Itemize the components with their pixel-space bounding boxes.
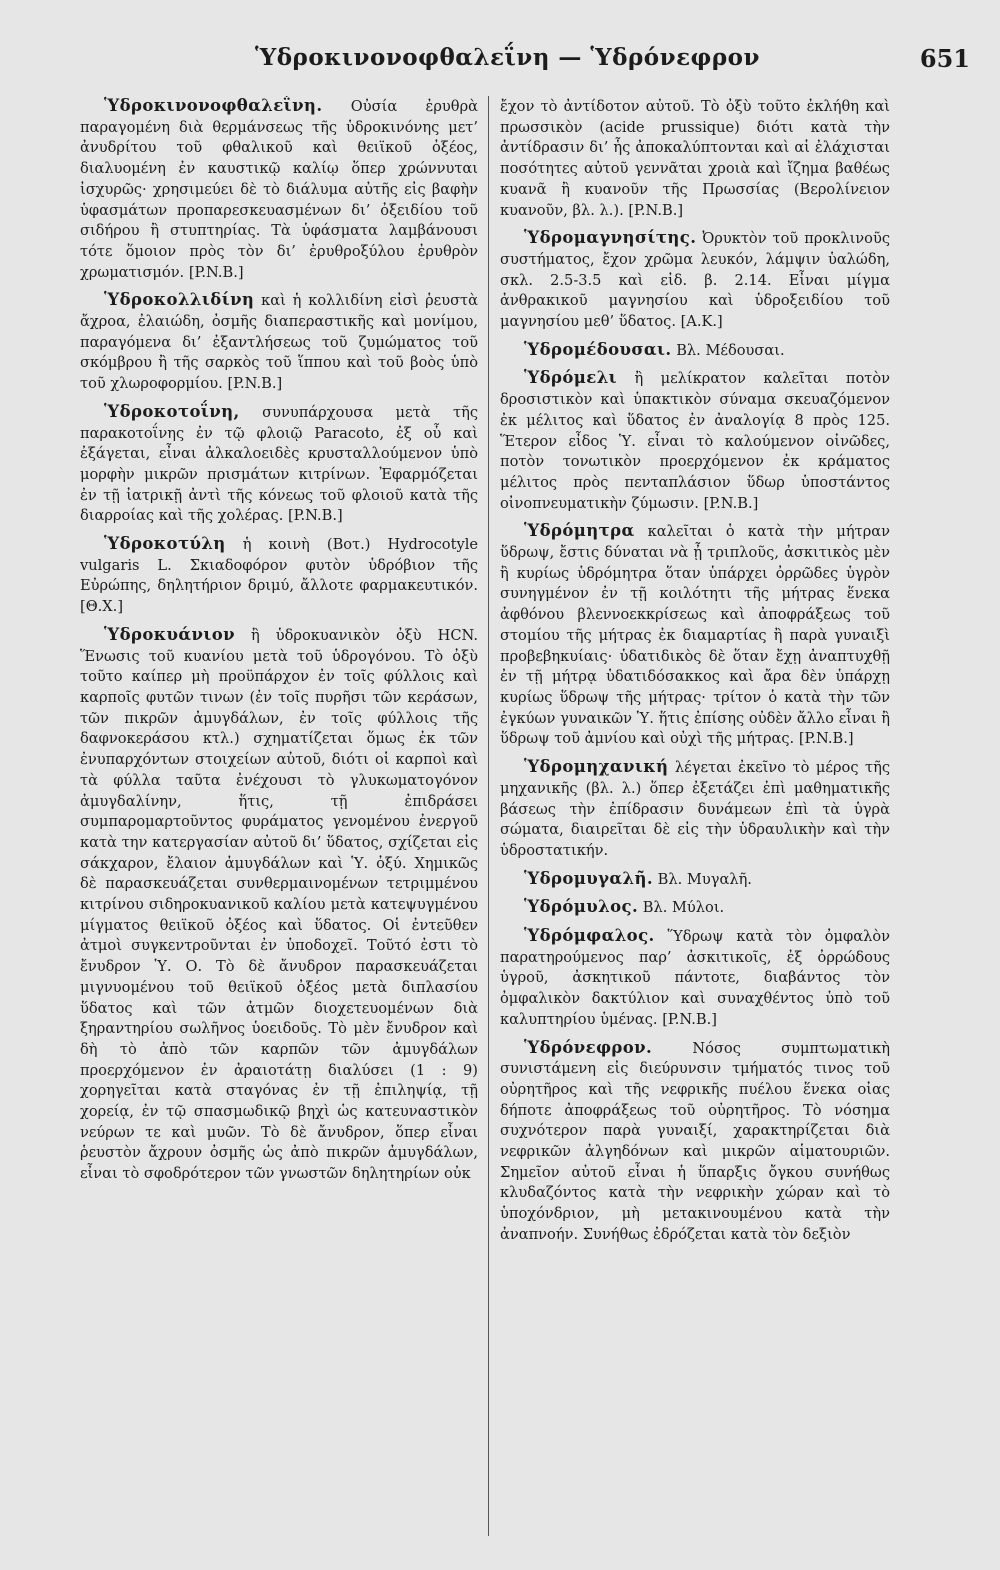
- running-head: [80, 44, 970, 78]
- entry-text: ἢ ὑδροκυανικὸν ὀξὺ HCN. Ἕνωσις τοῦ κυανίου μετὰ τοῦ ὑδρογόνου. Τὸ ὀξὺ τοῦτο καίπερ μὴ προϋπάρχον ἐν τοῖς φύλλοις καὶ καρποῖς φυτῶν τινων (ἐν τοῖς πυρῆσι τῶν κεράσων, τῶν πικρῶν ἀμυγδάλων, ἐν τοῖς φύλλοις τῆς δαφνοκεράσου κτλ.) σχηματίζεται ὅμως ἐκ τῶν ἐνυπαρχόντων στοιχείων αὐτοῦ, διότι οἱ καρποὶ καὶ τὰ φύλλα ταῦτα ἐνέχουσι τὸ γλυκωματογόνον ἀμυγδαλίνην, ἥτις, τῇ ἐπιδράσει συμπαρομαρτοῦντος φυράματος γενομένου ἐνεργοῦ κατὰ την κατεργασίαν αὐτοῦ δι’ ὕδατος, σχίζεται εἰς σάκχαρον, ἔλαιον ἀμυγδάλων καὶ Ὑ. ὀξύ. Χημικῶς δὲ παρασκευάζεται συνθερμαινομένων τετριμμένου κιτρίνου σιδηροκυανικοῦ καλίου μετὰ κατεψυγμένου μίγματος θειϊκοῦ ὀξέος καὶ ὕδατος. Οἱ ἐντεῦθεν ἀτμοὶ συγκεντροῦνται ἐν ὑποδοχεῖ. Τοῦτό ἐστι τὸ ἔνυδρον Ὑ. Ο. Τὸ δὲ ἄνυδρον παρασκευάζεται μιγνυομένου τοῦ θειϊκοῦ ὀξέος μετὰ διπλασίου ὕδατος καὶ τῶν ἀτμῶν διοχετευομένων διὰ ξηραντηρίου σωλῆνος ὑοειδοῦς. Τὸ μὲν ἔνυδρον καὶ δὴ τὸ ἀπὸ τῶν καρπῶν τῶν ἀμυγδάλων προερχόμενον ἐν ἀραιοτάτῃ διαλύσει (1 : 9) χορηγεῖται κατὰ σταγόνας ἐν τῇ ἐπιληψίᾳ, τῇ χορείᾳ, ἐν τῷ σπασμωδικῷ βηχὶ ὡς κατευναστικὸν νεύρων τε καὶ μυῶν. Τὸ δὲ ἄνυδρον, ὅπερ εἶναι ῥευστὸν ἄχρουν ὀσμῆς ὡς ἀπὸ πικρῶν ἀμυγδάλων, εἶναι τὸ σφοδρότερον τῶν γνωστῶν δηλητηρίων οὐκ: [80, 626, 478, 1183]
- entry-headword: Ὑδρομαγνησίτης.: [524, 228, 697, 248]
- entry-hydrocyanic-acid: [80, 625, 478, 1185]
- entry-watermill: [500, 897, 890, 919]
- entry-hydrocotoin: [80, 402, 478, 527]
- entry-text: λέγεται ἐκεῖνο τὸ μέρος τῆς μηχανικῆς (βλ. λ.) ὅπερ ἐξετάζει ἐπὶ μαθηματικῆς βάσεως τὴν ἐπίδρασιν δυνάμεων ἐπὶ τὰ ὑγρὰ σώματα, διαιρεῖται δὲ εἰς τὴν ὑδραυλικὴν καὶ τὴν ὑδροστατικήν.: [500, 759, 890, 859]
- entry-hydromechanics: [500, 757, 890, 862]
- entry-headword: Ὑδρομέδουσαι.: [524, 339, 672, 359]
- entry-continuation: [500, 96, 890, 221]
- entry-water-shrew: [500, 869, 890, 891]
- entry-text: ἢ μελίκρατον καλεῖται ποτὸν δροσιστικὸν καὶ ὑπακτικὸν σύναμα σκευαζόμενον ἐκ μέλιτος καὶ ὕδατος ἐν ἀναλογίᾳ 8 πρὸς 125. Ἕτερον εἶδος Ὑ. εἶναι τὸ καλούμενον οἰνῶδες, ποτὸν τονωτικὸν προερχόμενον ἐκ κράματος μέλιτος πρὸς πενταπλάσιον ὕδωρ ὑποστάντος οἰνοπνευματικὴν ζύμωσιν. [P.N.B.]: [500, 370, 890, 512]
- entry-headword: Ὑδρόνεφρον.: [524, 1037, 653, 1057]
- page-number: 651: [919, 44, 970, 73]
- entry-headword: Ὑδροκινονοφθαλεΐνη.: [104, 96, 323, 115]
- entry-text: Ὕδρωψ κατὰ τὸν ὀμφαλὸν παρατηρούμενος παρ’ ἀσκιτικοῖς, ἐξ ὀρρώδους ὑγροῦ, ἀσκητικοῦ πάντοτε, διαβάντος τὸν ὀμφαλικὸν δακτύλιον καὶ συναχθέντος ὑπὸ τοῦ καλυπτηρίου ὑμένας. [P.N.B.]: [500, 928, 890, 1028]
- entry-text: ἡ κοινὴ (Βοτ.) Hydrocotyle vulgaris L. Σκιαδοφόρον φυτὸν ὑδρόβιον τῆς Εὐρώπης, δηλητήριον δριμύ, ἄλλοτε φαρμακευτικόν. [Θ.Χ.]: [80, 536, 478, 616]
- running-title: Ὑδροκινονοφθαλεΐνη — Ὑδρόνεφρον: [255, 44, 760, 71]
- entry-hydrocotyle: [80, 534, 478, 618]
- entry-text: Βλ. Μέδουσαι.: [671, 341, 785, 359]
- entry-text: συνυπάρχουσα μετὰ τῆς παρακοτοΐνης ἐν τῷ φλοιῷ Paracoto, ἐξ οὗ καὶ ἐξάγεται, εἶναι ἀλκαλοειδὲς κρυσταλλούμενον ὑπὸ μορφὴν μικρῶν πρισμάτων κιτρίνων. Ἐφαρμόζεται ἐν τῇ ἰατρικῇ ἀντὶ τῆς κόνεως τοῦ φλοιοῦ κατὰ τῆς διαρροίας καὶ τῆς χολέρας. [P.N.B.]: [80, 403, 478, 525]
- entry-text: ἔχον τὸ ἀντίδοτον αὐτοῦ. Τὸ ὀξὺ τοῦτο ἐκλήθη καὶ πρωσσικὸν (acide prussique) διότι κατὰ τὴν ἀντίδρασιν δι’ ἧς ἀποκαλύπτονται καὶ αἱ ἐλάχισται ποσότητες αὐτοῦ γεννᾶται χροιὰ καὶ ἴζημα βαθέως κυανᾶ ἢ κυανοῦν τῆς Πρωσσίας (Βερολίνειον κυανοῦν, βλ. λ.). [P.N.B.]: [500, 98, 890, 219]
- entry-hydroquinone-phthalein: [80, 96, 478, 283]
- entry-headword: Ὑδροκοτοΐνη,: [104, 401, 240, 421]
- entry-text: Ὀρυκτὸν τοῦ προκλινοῦς συστήματος, ἔχον χρῶμα λευκόν, λάμψιν ὑαλώδη, σκλ. 2.5-3.5 καὶ εἰδ. β. 2.14. Εἶναι μίγμα ἀνθρακικοῦ μαγνησίου καὶ ὑδροξειδίου τοῦ μαγνησίου μεθ’ ὕδατος. [A.K.]: [500, 230, 890, 331]
- entry-headword: Ὑδροκολλιδίνη: [104, 290, 255, 310]
- column-divider: [488, 96, 489, 1536]
- left-column: [80, 96, 478, 1536]
- entry-headword: Ὑδρόμητρα: [524, 521, 635, 541]
- right-column: [500, 96, 890, 1536]
- entry-headword: Ὑδρόμφαλος.: [524, 926, 655, 946]
- entry-text: Βλ. Μυγαλῆ.: [653, 870, 752, 888]
- entry-hydromedusae: [500, 340, 890, 362]
- entry-headword: Ὑδρόμυλος.: [524, 897, 639, 917]
- entry-text: Οὐσία ἐρυθρὰ παραγομένη διὰ θερμάνσεως τῆς ὑδροκινόνης μετ’ ἀνυδρίτου τοῦ φθαλικοῦ καὶ θειϊκοῦ ὀξέος, διαλυομένη ἐν καυστικῷ καλίῳ ὅπερ χρώννυται ἰσχυρῶς· χρησιμεύει δὲ τὸ διάλυμα αὐτῆς εἰς βαφὴν ὑφασμάτων προπαρεσκευασμένων δι’ ὀξειδίου τοῦ σιδήρου ἢ στυπτηρίας. Τὰ ὑφάσματα λαμβάνουσι τότε ὅμοιον πρὸς τὸν δι’ ἐρυθροξύλου ἐρυθρὸν χρωματισμόν. [P.N.B.]: [80, 98, 478, 281]
- entry-headword: Ὑδρομυγαλῆ.: [524, 868, 654, 888]
- entry-hydromphalus: [500, 926, 890, 1031]
- entry-headword: Ὑδρόμελι: [524, 368, 618, 388]
- entry-hydromel: [500, 368, 890, 514]
- entry-hydrocollidine: [80, 290, 478, 395]
- entry-text: καὶ ἡ κολλιδίνη εἰσὶ ῥευστὰ ἄχροα, ἐλαιώδη, ὀσμῆς διαπεραστικῆς καὶ μονίμου, παραγόμενα δι’ ἐξαντλήσεως τοῦ ζυμώματος τοῦ σκόμβρου ἢ τῆς σαρκὸς τοῦ ἵππου καὶ τοῦ βοὸς ὑπὸ τοῦ χλωροφορμίου. [P.N.B.]: [80, 292, 478, 393]
- entry-hydrometra: [500, 521, 890, 750]
- entry-headword: Ὑδρομηχανική: [524, 757, 669, 777]
- entry-headword: Ὑδροκοτύλη: [104, 534, 226, 554]
- entry-hydromagnesite: [500, 228, 890, 333]
- entry-text: Νόσος συμπτωματικὴ συνιστάμενη εἰς διεύρυνσιν τμήματός τινος τοῦ οὐρητῆρος καὶ τῆς νεφρικῆς πυέλου ἕνεκα οἰας δήποτε ἀποφράξεως τοῦ οὐρητῆρος. Τὸ νόσημα συχνότερον παρὰ γυναιξί, χαρακτηρίζεται διὰ νεφρικῶν ἀλγηδόνων καὶ μικρῶν αἱματουριῶν. Σημεῖον αὐτοῦ εἶναι ἡ ὕπαρξις ὄγκου συνήθως κλυδαζόντος κατὰ τὴν νεφρικὴν χώραν καὶ τὸ ὑποχόνδριον, μὴ μετακινουμένου κατὰ τὴν ἀναπνοήν. Συνήθως ἐδρόζεται κατὰ τὸν δεξιὸν: [500, 1039, 890, 1243]
- entry-text: καλεῖται ὁ κατὰ τὴν μήτραν ὕδρωψ, ἔστις δύναται νὰ ᾖ τριπλοῦς, ἀσκιτικὸς μὲν ἢ κυρίως ὑδρόμητρα ὅταν ὑπάρχει ὀρρῶδες ὑγρὸν συνηγμένον ἐν τῇ κοιλότητι τῆς μήτρας ἕνεκα ἀφθόνου βλεννοεκκρίσεως καὶ ἀποφράξεως τοῦ στομίου τῆς μήτρας ἐκ διαμαρτίας ἢ παρὰ γυναιξὶ προβεβηκυίαις· ὑδατιδικὸς δὲ ὅταν ἔχῃ ἀναπτυχθῇ ἐν τῇ μήτρᾳ ὑδατιδόσακκος καὶ ἄρα δὲν ὑπάρχῃ κυρίως ὕδρωψ τῆς μήτρας· τρίτον ὁ κατὰ τὴν τῶν ἐγκύων γυναικῶν Ὑ. ἥτις ἐπίσης οὐδὲν ἄλλο εἶναι ἢ ὕδρωψ τοῦ ἀμνίου καὶ οὐχὶ τῆς μήτρας. [P.N.B.]: [500, 523, 890, 748]
- entry-hydronephrosis: [500, 1038, 890, 1246]
- entry-text: Βλ. Μύλοι.: [638, 899, 725, 917]
- entry-headword: Ὑδροκυάνιον: [104, 624, 235, 644]
